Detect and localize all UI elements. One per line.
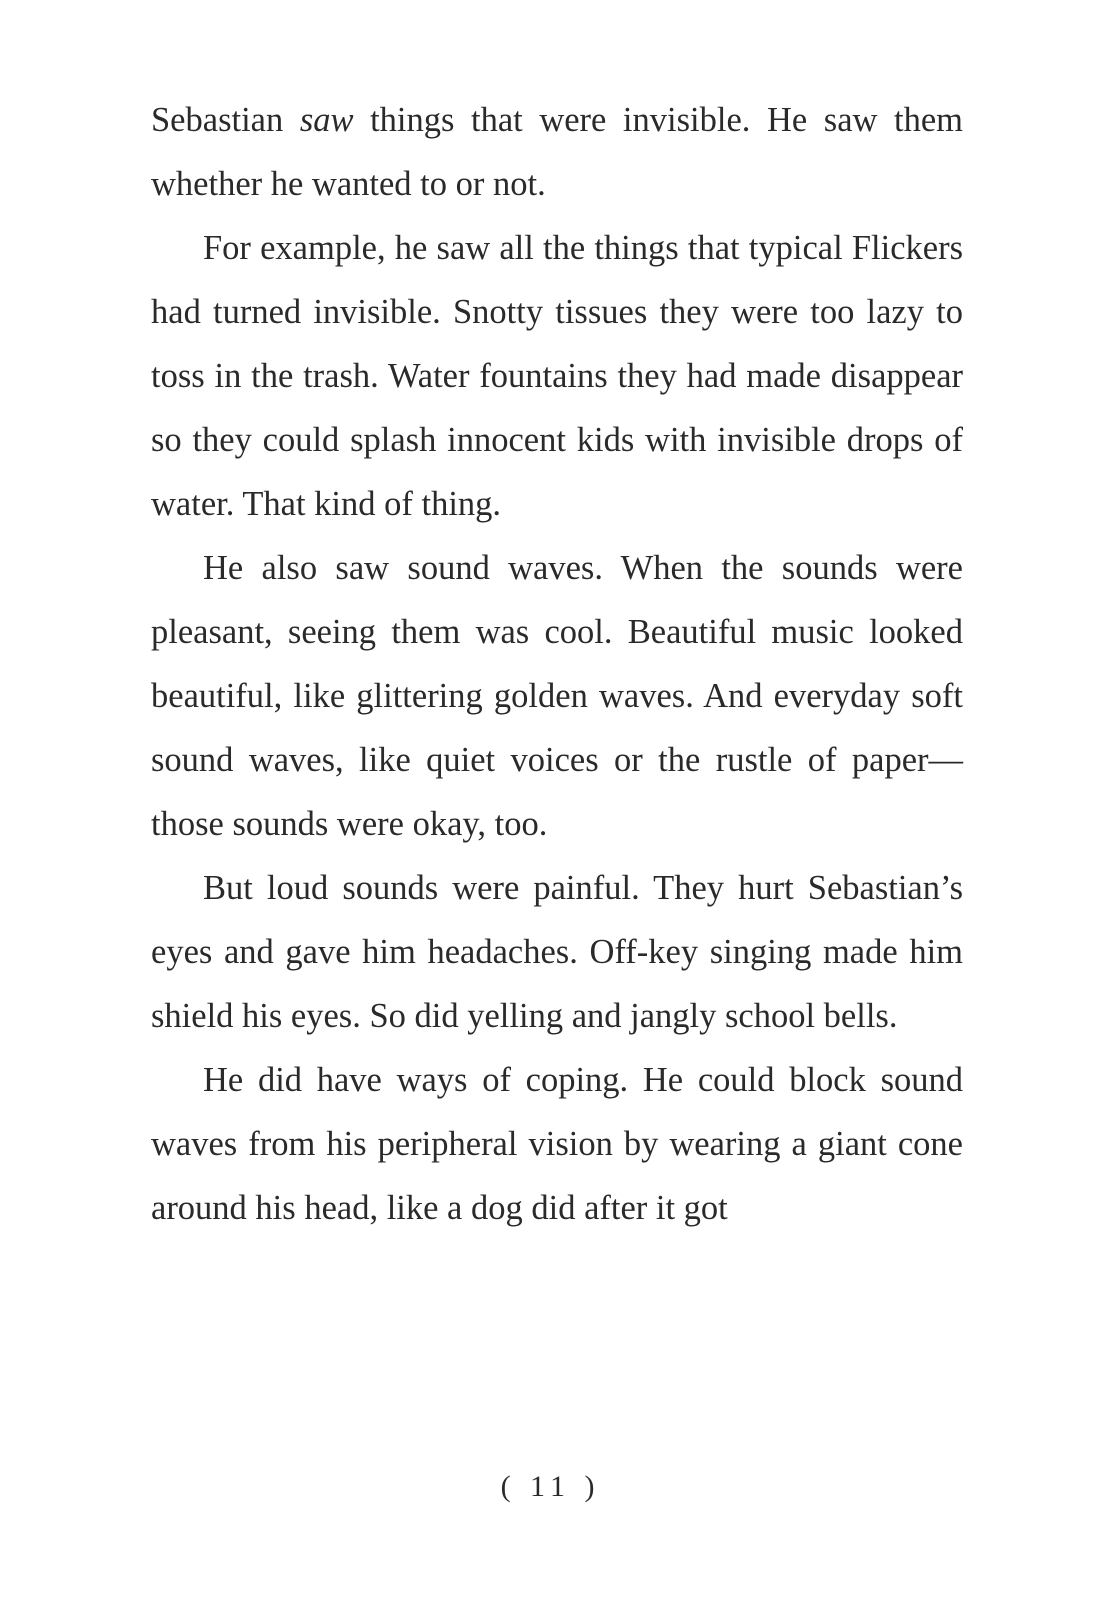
paragraph-1-lead: Sebastian bbox=[151, 101, 300, 139]
paragraph-1-rest: things that were invisible. He saw them whether he wanted to or not. bbox=[151, 101, 963, 203]
paragraph-5: He did have ways of coping. He could block sound waves from his peripheral vision by wearing a giant cone around his head, like a dog did after it got bbox=[151, 1061, 963, 1227]
paragraph-2: For example, he saw all the things that typical Flickers had turned invisible. Snotty tissues they were too lazy to toss in the trash. Water fountains they had made disappear so they could splash innocent kids with invisible drops of water. That kind of thing. bbox=[151, 229, 963, 523]
paragraph-1-emphasis: saw bbox=[299, 101, 354, 139]
paragraph-1 bbox=[151, 88, 963, 216]
paragraph-3: He also saw sound waves. When the sounds were pleasant, seeing them was cool. Beautiful music looked beautiful, like glittering golden waves. And everyday soft sound waves, like quiet voices or the rustle of paper—those sounds were okay, too. bbox=[151, 549, 963, 843]
page-number: ( 11 ) bbox=[500, 1470, 601, 1503]
paragraph-4: But loud sounds were painful. They hurt Sebastian’s eyes and gave him headaches. Off-key singing made him shield his eyes. So did yelling and jangly school bells. bbox=[151, 869, 963, 1035]
body-text bbox=[151, 88, 963, 1240]
